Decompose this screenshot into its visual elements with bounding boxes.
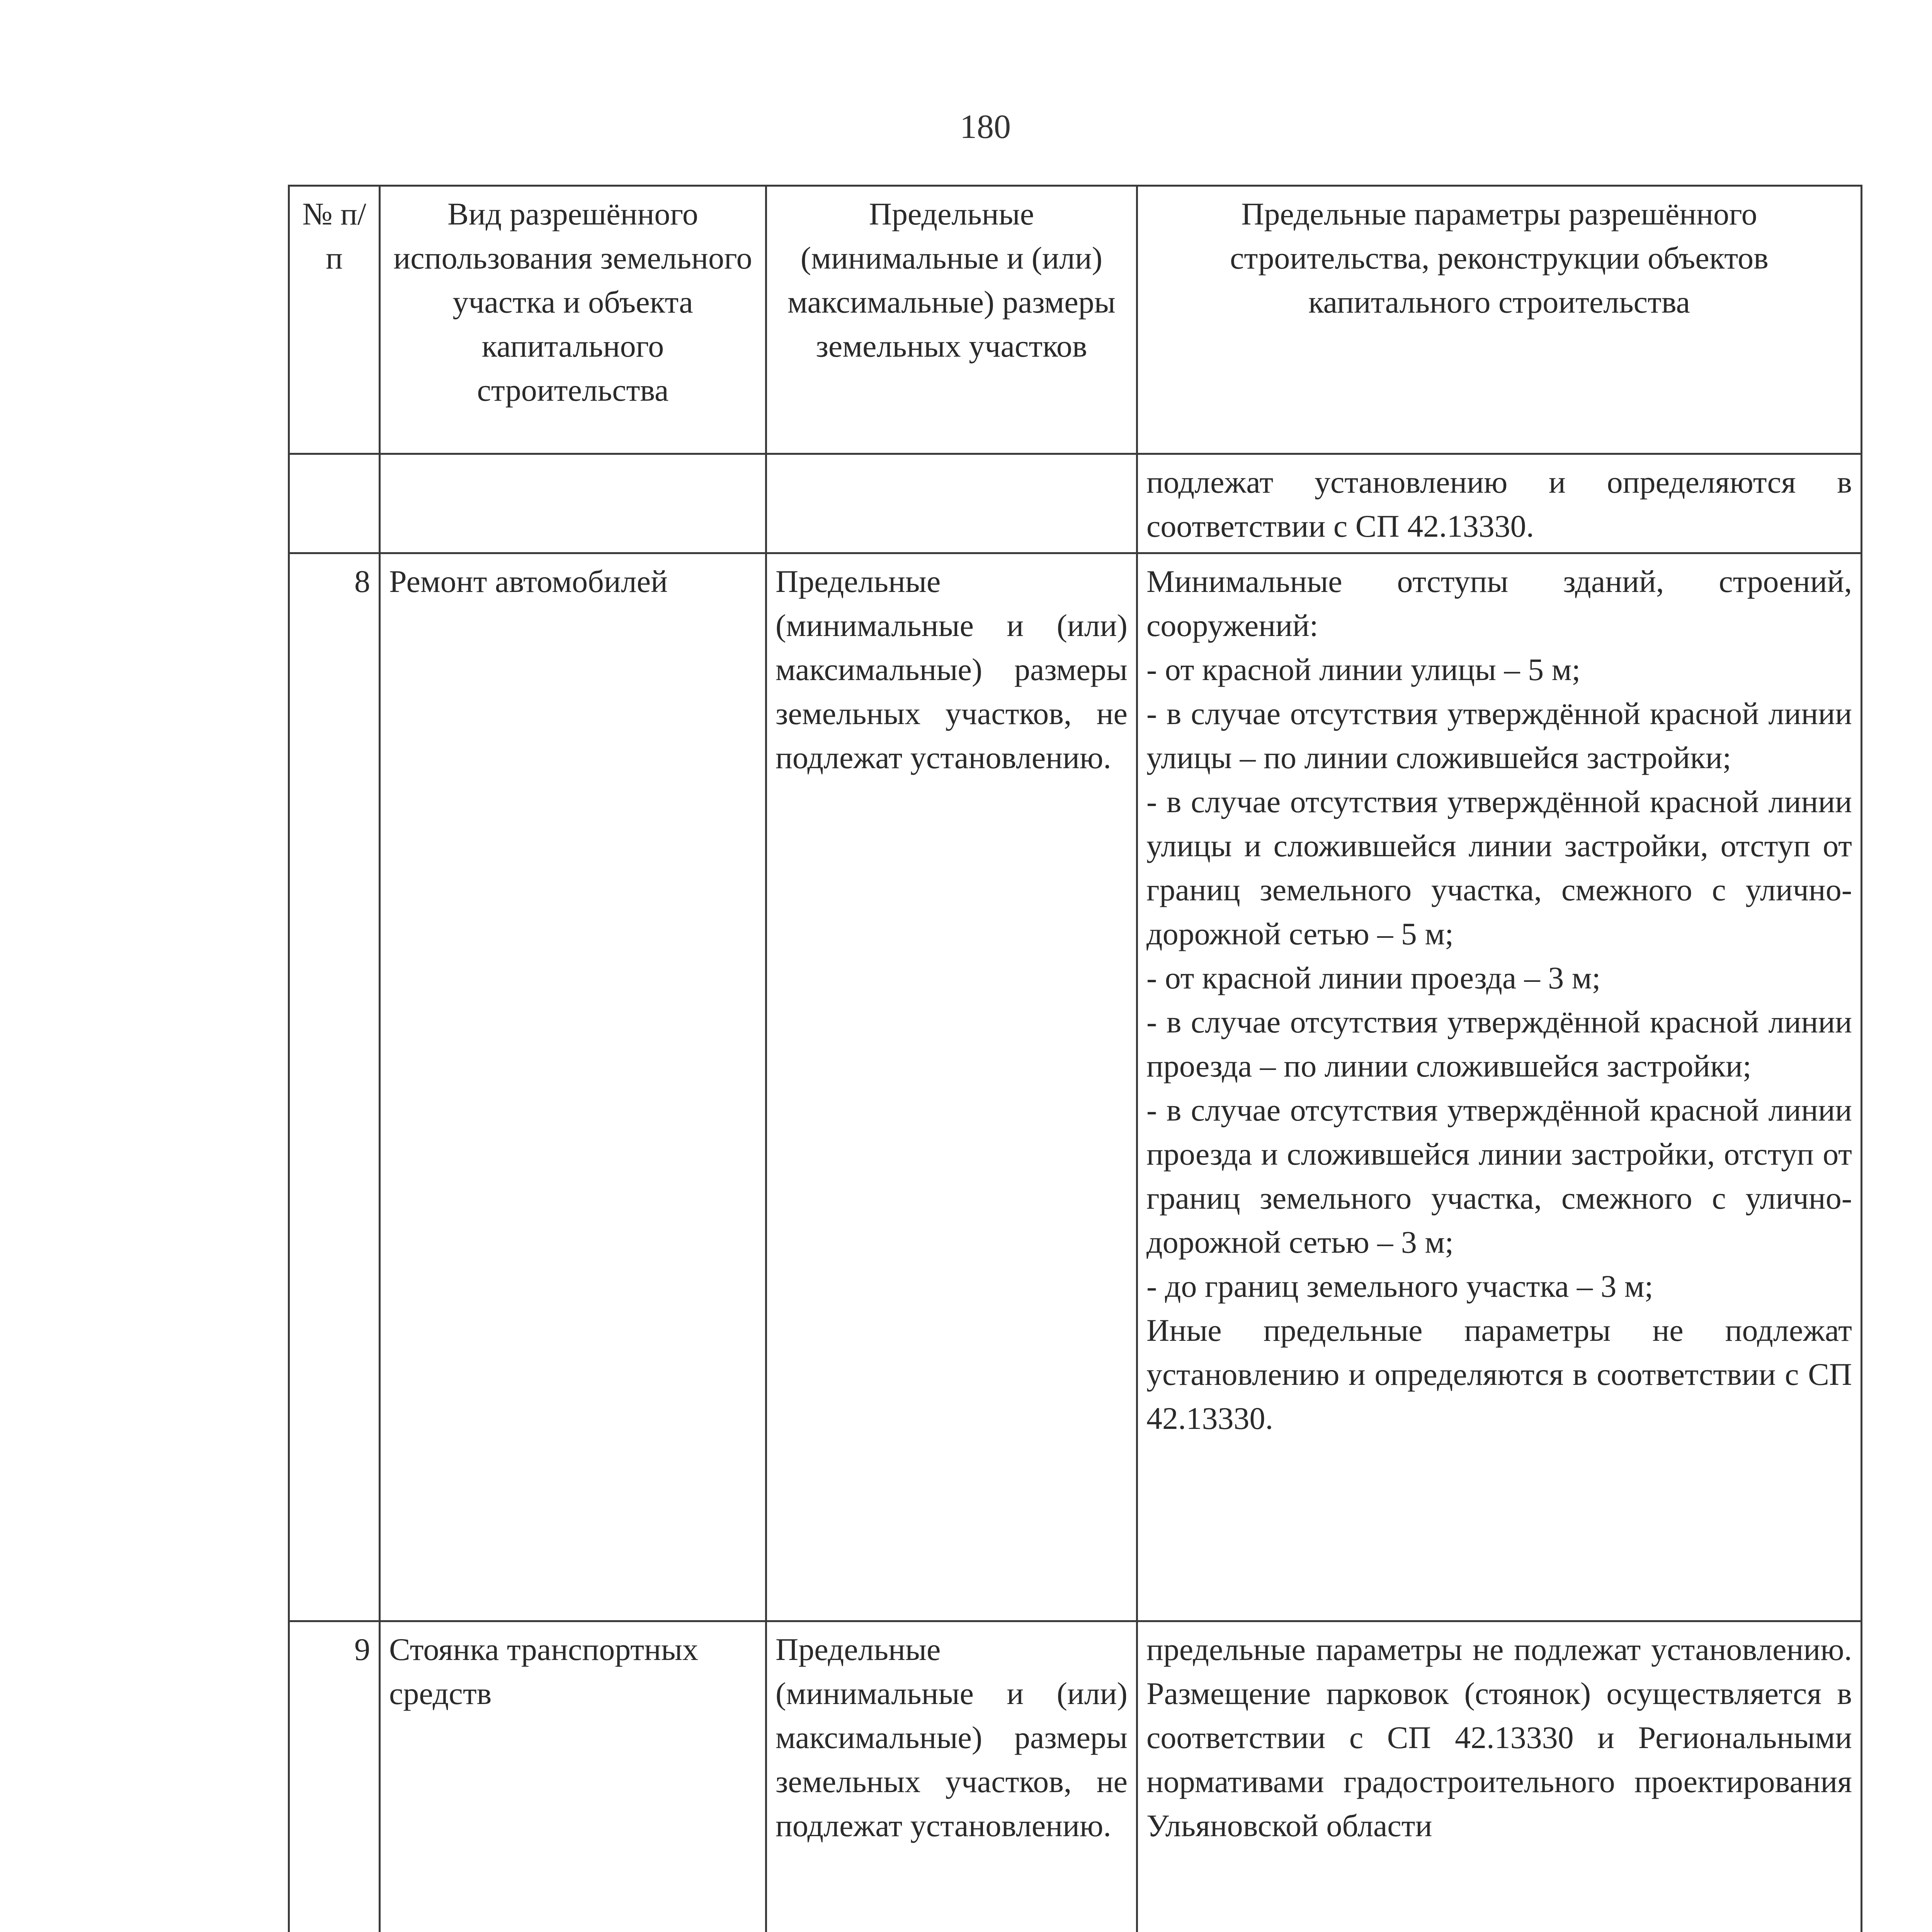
row-parameters: [1137, 1621, 1862, 1932]
parameter-line: - в случае отсутствия утверждённой красной линии улицы – по линии сложившейся застройки;: [1146, 696, 1852, 775]
parameter-line: предельные параметры не подлежат установлению. Размещение парковок (стоянок) осуществляется в соответствии с СП 42.13330 и Региональными нормативами градостроительного проектирования Ульяновской области: [1146, 1632, 1852, 1843]
page-number: 180: [960, 108, 1011, 146]
row-plot-size: Предельные (минимальные и (или) максимальные) размеры земельных участков, не подлежат установлению.: [766, 1621, 1137, 1932]
header-use-type: Вид разрешённого использования земельного участка и объекта капитального строительства: [380, 186, 766, 454]
parameter-line: подлежат установлению и определяются в соответствии с СП 42.13330.: [1146, 464, 1852, 544]
row-use-type: Ремонт автомобилей: [380, 553, 766, 1621]
parameter-line: - в случае отсутствия утверждённой красной линии улицы и сложившейся линии застройки, отступ от границ земельного участка, смежного с улично-дорожной сетью – 5 м;: [1146, 784, 1852, 951]
parameter-line: - в случае отсутствия утверждённой красной линии проезда – по линии сложившейся застройки;: [1146, 1004, 1852, 1083]
row-number: 9: [289, 1621, 380, 1932]
row-use-type: [380, 454, 766, 553]
parameter-line: Минимальные отступы зданий, строений, сооружений:: [1146, 564, 1852, 643]
table-row: [289, 1621, 1862, 1932]
row-parameters: [1137, 454, 1862, 553]
parameter-line: Иные предельные параметры не подлежат установлению и определяются в соответствии с СП 42.13330.: [1146, 1313, 1852, 1436]
row-plot-size: [766, 454, 1137, 553]
row-number: [289, 454, 380, 553]
parameter-line: - от красной линии проезда – 3 м;: [1146, 960, 1601, 995]
table-row: [289, 553, 1862, 1621]
parameter-line: - в случае отсутствия утверждённой красной линии проезда и сложившейся линии застройки, отступ от границ земельного участка, смежного с улично-дорожной сетью – 3 м;: [1146, 1092, 1852, 1260]
table-header-row: [289, 186, 1862, 454]
parameter-line: - до границ земельного участка – 3 м;: [1146, 1269, 1653, 1304]
row-use-type: Стоянка транспортных средств: [380, 1621, 766, 1932]
row-plot-size: Предельные (минимальные и (или) максимальные) размеры земельных участков, не подлежат установлению.: [766, 553, 1137, 1621]
row-parameters: [1137, 553, 1862, 1621]
header-number: № п/п: [289, 186, 380, 454]
document-table: [288, 185, 1862, 1932]
header-parameters: Предельные параметры разрешённого строительства, реконструкции объектов капитального строительства: [1137, 186, 1862, 454]
header-plot-size: Предельные (минимальные и (или) максимальные) размеры земельных участков: [766, 186, 1137, 454]
row-number: 8: [289, 553, 380, 1621]
parameter-line: - от красной линии улицы – 5 м;: [1146, 652, 1581, 687]
table-row: [289, 454, 1862, 553]
